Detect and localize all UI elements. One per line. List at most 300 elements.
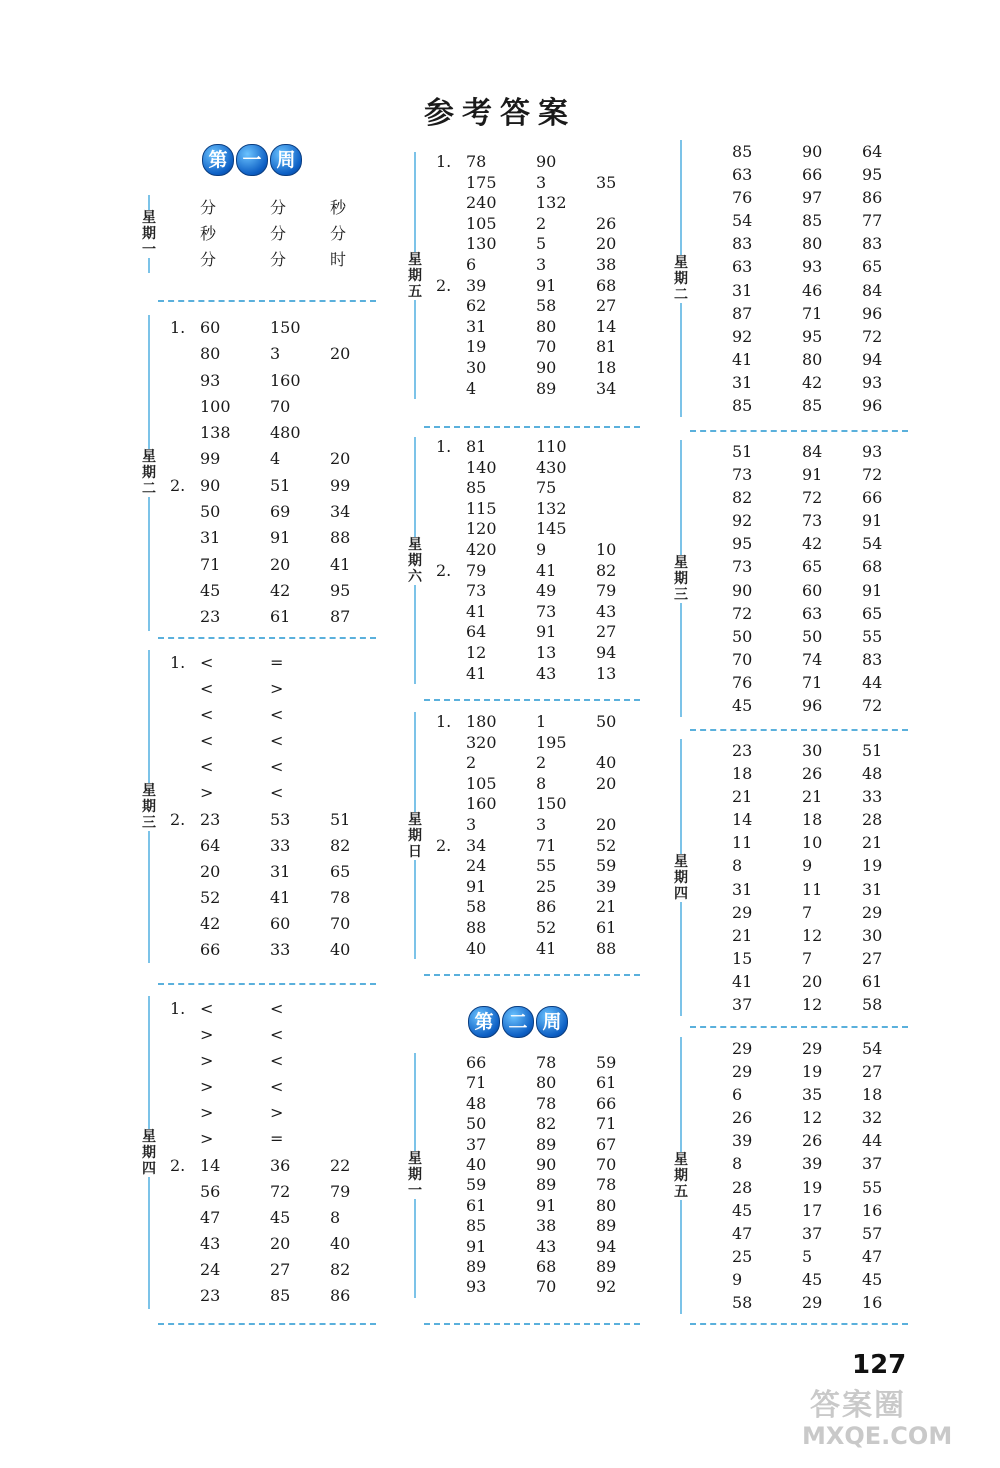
answer-cell: 71	[466, 1073, 487, 1093]
answer-cell: 74	[802, 649, 823, 669]
answer-cell: 51	[270, 475, 291, 495]
answer-cell: 43	[536, 1236, 557, 1256]
answer-cell: 150	[536, 794, 567, 814]
answer-cell: 430	[536, 457, 567, 477]
answer-cell: >	[200, 1103, 214, 1123]
answer-cell: 38	[596, 254, 617, 274]
answer-row	[436, 1073, 644, 1093]
answer-cell: 50	[200, 502, 221, 522]
answer-cell: 132	[536, 193, 567, 213]
answer-cell: 25	[732, 1246, 753, 1266]
answer-row	[170, 221, 380, 247]
answer-cell: 66	[200, 940, 221, 960]
answer-cell: 20	[596, 234, 617, 254]
answer-cell: 12	[802, 925, 823, 945]
answer-cell: 90	[536, 357, 557, 377]
answer-grid	[702, 440, 912, 717]
answer-cell: 85	[732, 142, 753, 161]
answer-cell: 11	[732, 833, 753, 853]
answer-row	[436, 1094, 644, 1114]
answer-cell: 84	[802, 442, 823, 461]
answer-cell: 41	[732, 349, 753, 369]
answer-row	[436, 643, 644, 664]
answer-grid	[436, 1053, 644, 1298]
answer-cell: 70	[330, 913, 351, 933]
answer-row	[702, 993, 912, 1016]
answer-cell: 3	[270, 344, 281, 364]
answer-cell: 46	[802, 280, 823, 300]
day-label-char: 星	[142, 1128, 156, 1145]
answer-grid	[436, 712, 644, 959]
answer-cell: 88	[596, 938, 617, 958]
answer-cell: 30	[862, 925, 883, 945]
answer-cell: 12	[802, 1108, 823, 1128]
answer-cell: 31	[200, 528, 221, 548]
day-section	[406, 152, 644, 399]
answer-cell: 2	[466, 753, 477, 773]
answer-cell: 8	[536, 773, 547, 793]
answer-cell: 71	[596, 1114, 617, 1134]
answer-row	[702, 602, 912, 625]
answer-cell: 61	[596, 917, 617, 937]
answer-cell: <	[270, 731, 284, 751]
answer-cell: 71	[802, 672, 823, 692]
answer-cell: 45	[200, 580, 221, 600]
answer-cell: 47	[732, 1223, 753, 1243]
answer-cell: 14	[732, 810, 753, 830]
answer-row	[436, 581, 644, 602]
answer-cell: 45	[732, 696, 753, 716]
day-label-char: 星	[674, 853, 688, 870]
answer-cell: 78	[330, 887, 351, 907]
answer-cell: 42	[200, 913, 221, 933]
answer-cell: >	[200, 1129, 214, 1149]
answer-cell: 42	[802, 534, 823, 554]
answer-cell: 93	[802, 257, 823, 277]
answer-cell: 92	[732, 511, 753, 531]
section-divider	[158, 1323, 376, 1325]
answer-cell: 71	[200, 554, 221, 574]
answer-cell: 24	[466, 856, 487, 876]
answer-cell: 130	[466, 234, 497, 254]
answer-row	[436, 794, 644, 815]
answer-cell: 70	[270, 396, 291, 416]
answer-cell: 31	[270, 861, 291, 881]
day-label	[140, 449, 158, 497]
answer-cell: 9	[536, 539, 547, 559]
answer-cell: 64	[466, 622, 487, 642]
answer-row	[170, 1205, 380, 1231]
answer-cell: 78	[536, 1093, 557, 1113]
answer-cell: 55	[862, 1177, 883, 1197]
answer-cell: 85	[802, 211, 823, 231]
answer-row	[436, 1135, 644, 1155]
answer-row	[436, 602, 644, 623]
answer-row	[436, 499, 644, 520]
answer-cell: 分	[270, 224, 287, 243]
answer-cell: 14	[596, 316, 617, 336]
answer-row	[702, 1152, 912, 1175]
answer-cell: 40	[330, 940, 351, 960]
answer-cell: 72	[270, 1181, 291, 1201]
answer-cell: 175	[466, 172, 497, 192]
answer-cell: 68	[596, 275, 617, 295]
answer-cell: 65	[862, 603, 883, 623]
answer-cell: 61	[270, 607, 291, 627]
watermark-text: 答案圈	[810, 1388, 906, 1423]
answer-cell: 32	[862, 1108, 883, 1128]
answer-grid	[170, 315, 380, 631]
answer-cell: 71	[802, 303, 823, 323]
answer-row	[702, 1268, 912, 1291]
answer-cell: 8	[330, 1207, 341, 1227]
answer-row	[436, 152, 644, 173]
answer-cell: 39	[802, 1154, 823, 1174]
answer-row	[436, 561, 644, 582]
answer-row	[170, 525, 380, 551]
answer-row	[170, 1231, 380, 1257]
answer-cell: 21	[596, 897, 617, 917]
answer-cell: 41	[536, 560, 557, 580]
answer-cell: 79	[596, 581, 617, 601]
day-label-char: 期	[674, 1167, 688, 1184]
answer-cell: 39	[466, 275, 487, 295]
answer-cell: 91	[862, 580, 883, 600]
answer-row	[702, 325, 912, 348]
answer-row	[436, 897, 644, 918]
answer-cell: 91	[536, 622, 557, 642]
answer-cell: 180	[466, 712, 497, 731]
answer-cell: 75	[536, 478, 557, 498]
answer-grid	[170, 650, 380, 963]
answer-cell: 40	[330, 1233, 351, 1253]
answer-cell: 31	[862, 879, 883, 899]
day-label-char: 二	[674, 286, 688, 303]
answer-cell: 138	[200, 423, 231, 443]
answer-cell: 5	[802, 1246, 813, 1266]
section-divider	[424, 974, 640, 976]
day-label-char: 六	[408, 568, 422, 585]
day-label-char: 星	[142, 782, 156, 799]
answer-cell: 4	[466, 378, 477, 398]
answer-cell: 50	[802, 626, 823, 646]
answer-cell: 21	[732, 787, 753, 807]
answer-cell: 37	[466, 1134, 487, 1154]
answer-row	[702, 1106, 912, 1129]
answer-cell: <	[270, 783, 284, 803]
answer-cell: 91	[270, 528, 291, 548]
answer-row	[170, 195, 380, 221]
answer-cell: 26	[802, 1131, 823, 1151]
answer-row	[170, 1022, 380, 1048]
day-label	[406, 812, 424, 860]
answer-cell: 33	[270, 940, 291, 960]
page-title: 参考答案	[424, 96, 576, 131]
answer-row	[702, 371, 912, 394]
answer-row	[702, 486, 912, 509]
answer-cell: 90	[200, 475, 221, 495]
day-label-char: 期	[142, 226, 156, 242]
answer-row	[436, 337, 644, 358]
answer-cell: 57	[862, 1223, 883, 1243]
answer-row	[436, 437, 644, 458]
answer-cell: 7	[802, 948, 813, 968]
answer-cell: 51	[330, 809, 351, 829]
day-label	[406, 252, 424, 300]
answer-row	[170, 937, 380, 963]
answer-cell: >	[270, 1103, 284, 1123]
answer-cell: <	[200, 731, 214, 751]
answer-cell: 14	[200, 1155, 221, 1175]
day-section	[140, 996, 380, 1309]
day-label-char: 星	[408, 811, 422, 828]
day-label-char: 星	[142, 448, 156, 465]
answer-cell: 89	[536, 1134, 557, 1154]
answer-cell: 54	[862, 1039, 883, 1058]
answer-cell: 68	[862, 557, 883, 577]
answer-cell: 89	[536, 378, 557, 398]
answer-cell: 85	[802, 396, 823, 416]
day-label	[140, 210, 158, 258]
answer-cell: 18	[596, 357, 617, 377]
answer-cell: 89	[466, 1256, 487, 1276]
answer-cell: <	[200, 653, 214, 672]
answer-cell: <	[200, 757, 214, 777]
answer-cell: 50	[466, 1114, 487, 1134]
answer-cell: 72	[862, 465, 883, 485]
answer-row	[170, 1100, 380, 1126]
answer-cell: 140	[466, 457, 497, 477]
answer-grid	[702, 739, 912, 1016]
badge-char: 二	[502, 1006, 534, 1038]
answer-cell: 23	[732, 741, 753, 760]
answer-cell: 20	[330, 344, 351, 364]
answer-cell: 50	[596, 712, 617, 731]
day-label-char: 四	[674, 885, 688, 902]
answer-row	[436, 774, 644, 795]
answer-row	[702, 440, 912, 463]
answer-cell: 2	[536, 753, 547, 773]
answer-cell: 77	[862, 211, 883, 231]
answer-cell: 91	[802, 465, 823, 485]
answer-row	[170, 552, 380, 578]
answer-row	[702, 348, 912, 371]
answer-row	[436, 856, 644, 877]
answer-cell: 85	[270, 1286, 291, 1306]
answer-row	[702, 924, 912, 947]
day-section	[140, 315, 380, 631]
answer-cell: 37	[802, 1223, 823, 1243]
answer-cell: 89	[596, 1256, 617, 1276]
answer-cell: 97	[802, 188, 823, 208]
answer-row	[436, 733, 644, 754]
answer-row	[702, 532, 912, 555]
answer-cell: <	[270, 999, 284, 1018]
answer-cell: 45	[732, 1200, 753, 1220]
day-label	[672, 1152, 690, 1200]
answer-cell: 160	[270, 370, 301, 390]
answer-cell: 19	[802, 1177, 823, 1197]
answer-row	[436, 836, 644, 857]
answer-cell: 56	[200, 1181, 221, 1201]
answer-cell: 160	[466, 794, 497, 814]
answer-cell: <	[270, 757, 284, 777]
answer-cell: <	[270, 1051, 284, 1071]
answer-cell: 29	[862, 902, 883, 922]
answer-cell: 66	[862, 488, 883, 508]
answer-cell: 26	[732, 1108, 753, 1128]
answer-cell: 52	[536, 917, 557, 937]
day-label-char: 五	[674, 1183, 688, 1200]
answer-cell: 45	[862, 1269, 883, 1289]
answer-cell: 105	[466, 213, 497, 233]
answer-row	[702, 1245, 912, 1268]
answer-cell: 115	[466, 498, 497, 518]
answer-row	[436, 1277, 644, 1297]
answer-cell: 100	[200, 396, 231, 416]
answer-cell: 42	[270, 580, 291, 600]
answer-row	[436, 255, 644, 276]
answer-cell: 69	[270, 502, 291, 522]
answer-cell: 92	[596, 1277, 617, 1297]
answer-cell: 6	[732, 1085, 743, 1105]
answer-row	[702, 509, 912, 532]
question-number: 1.	[170, 999, 186, 1018]
answer-cell: <	[270, 1025, 284, 1045]
answer-cell: 80	[596, 1195, 617, 1215]
day-label	[140, 1129, 158, 1177]
answer-cell: 95	[802, 326, 823, 346]
day-label-char: 期	[142, 1144, 156, 1161]
section-divider	[690, 430, 908, 432]
answer-cell: 39	[732, 1131, 753, 1151]
answer-cell: >	[200, 1077, 214, 1097]
answer-row	[702, 163, 912, 186]
page-number: 127	[852, 1350, 907, 1380]
answer-cell: 78	[596, 1175, 617, 1195]
answer-row	[702, 694, 912, 717]
answer-cell: 83	[862, 649, 883, 669]
day-label-char: 星	[408, 1151, 422, 1168]
answer-cell: 80	[802, 349, 823, 369]
answer-cell: 20	[270, 554, 291, 574]
answer-cell: 37	[862, 1154, 883, 1174]
answer-row	[702, 1291, 912, 1314]
answer-row	[702, 878, 912, 901]
answer-cell: 9	[732, 1269, 743, 1289]
answer-cell: 35	[802, 1085, 823, 1105]
answer-cell: 52	[200, 887, 221, 907]
answer-row	[170, 604, 380, 630]
answer-row	[170, 859, 380, 885]
answer-cell: 40	[596, 753, 617, 773]
answer-cell: 94	[596, 642, 617, 662]
day-section	[672, 140, 912, 417]
day-label-char: 期	[408, 552, 422, 569]
answer-row	[170, 728, 380, 754]
answer-cell: 86	[536, 897, 557, 917]
badge-char: 周	[270, 144, 302, 176]
answer-cell: 分	[270, 250, 287, 269]
day-label-char: 期	[142, 464, 156, 481]
answer-cell: 27	[862, 948, 883, 968]
answer-cell: 88	[466, 917, 487, 937]
answer-row	[702, 279, 912, 302]
answer-row	[436, 622, 644, 643]
answer-cell: 72	[862, 696, 883, 716]
answer-cell: 420	[466, 539, 497, 559]
answer-cell: 72	[802, 488, 823, 508]
answer-cell: 72	[732, 603, 753, 623]
answer-row	[170, 1074, 380, 1100]
day-label-char: 日	[408, 843, 422, 860]
answer-cell: 73	[536, 601, 557, 621]
answer-cell: 58	[466, 897, 487, 917]
answer-row	[702, 1037, 912, 1060]
day-section	[406, 1053, 644, 1298]
answer-cell: 87	[330, 607, 351, 627]
answer-cell: 27	[596, 622, 617, 642]
section-divider	[690, 729, 908, 731]
answer-cell: 91	[536, 1195, 557, 1215]
answer-row	[170, 885, 380, 911]
answer-row	[702, 463, 912, 486]
answer-cell: <	[200, 999, 214, 1018]
answer-cell: 19	[862, 856, 883, 876]
day-label	[406, 537, 424, 585]
question-number: 1.	[170, 653, 186, 672]
answer-row	[702, 209, 912, 232]
answer-row	[170, 996, 380, 1022]
answer-cell: 93	[200, 370, 221, 390]
day-section	[140, 650, 380, 963]
answer-row	[702, 579, 912, 602]
answer-row	[170, 780, 380, 806]
question-number: 1.	[436, 437, 452, 456]
answer-cell: 150	[270, 318, 301, 337]
answer-cell: 9	[802, 856, 813, 876]
answer-row	[170, 676, 380, 702]
answer-row	[702, 762, 912, 785]
answer-row	[436, 1053, 644, 1073]
answer-cell: 44	[862, 672, 883, 692]
answer-cell: 82	[330, 1259, 351, 1279]
answer-cell: 24	[200, 1259, 221, 1279]
answer-cell: 16	[862, 1200, 883, 1220]
answer-row	[436, 214, 644, 235]
answer-cell: 20	[802, 971, 823, 991]
answer-cell: 80	[536, 1073, 557, 1093]
answer-cell: 86	[862, 188, 883, 208]
day-label	[406, 1151, 424, 1199]
answer-row	[436, 276, 644, 297]
question-number: 1.	[436, 712, 452, 731]
answer-cell: 53	[270, 809, 291, 829]
answer-cell: 10	[596, 539, 617, 559]
answer-cell: 79	[466, 560, 487, 580]
answer-cell: 99	[200, 449, 221, 469]
day-label-char: 星	[674, 254, 688, 271]
answer-row	[702, 186, 912, 209]
answer-cell: =	[270, 1129, 284, 1149]
answer-cell: 12	[466, 642, 487, 662]
answer-cell: 分	[200, 250, 217, 269]
answer-cell: 120	[466, 519, 497, 539]
answer-cell: 41	[270, 887, 291, 907]
answer-cell: 87	[732, 303, 753, 323]
answer-cell: 85	[732, 396, 753, 416]
answer-cell: 8	[732, 1154, 743, 1174]
